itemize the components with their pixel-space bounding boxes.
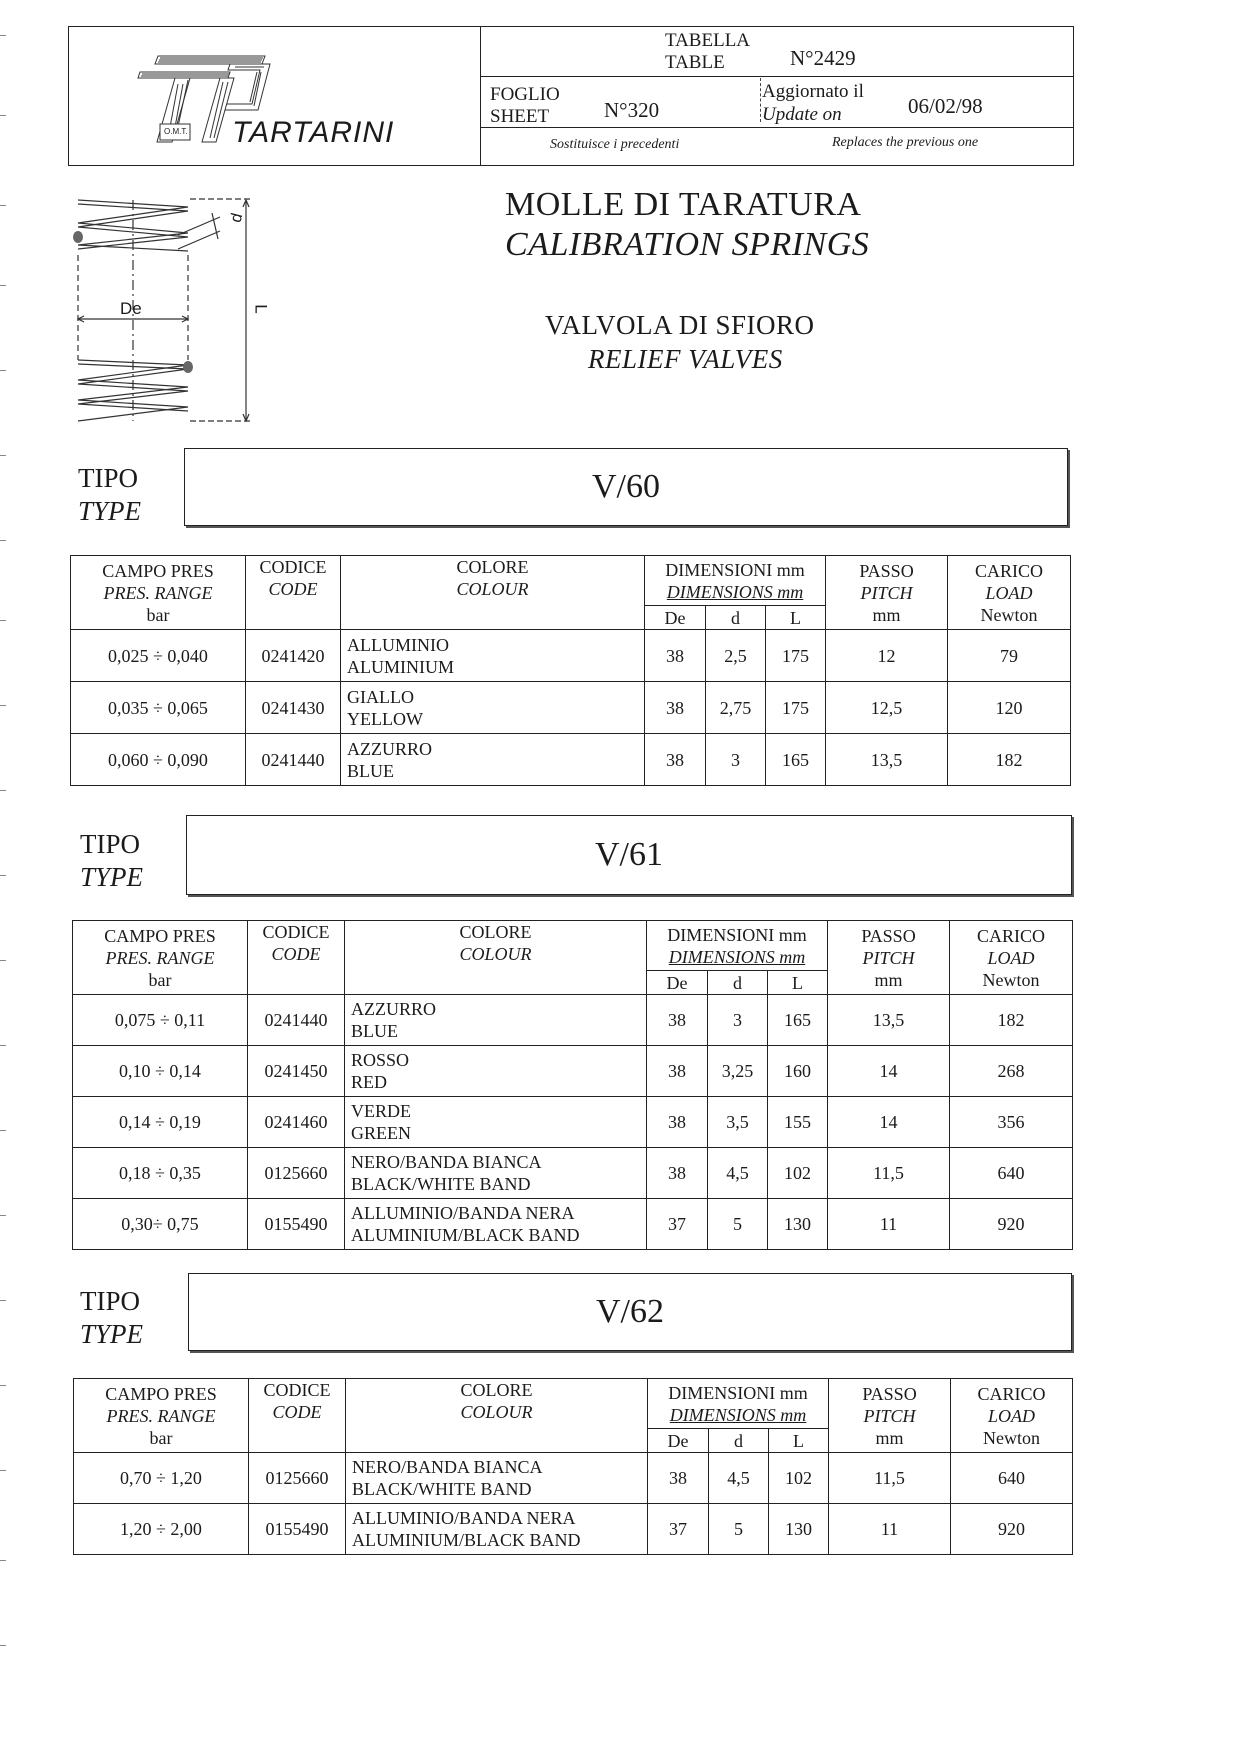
l-cell: 160 <box>768 1046 828 1097</box>
header-colour <box>345 921 647 995</box>
header-range-it: CAMPO PRES <box>102 560 214 581</box>
range-cell: 1,20 ÷ 2,00 <box>74 1504 249 1555</box>
margin-tick <box>0 35 6 36</box>
margin-tick <box>0 875 6 876</box>
colour-cell <box>341 682 645 734</box>
l-cell: 165 <box>766 734 826 786</box>
subtitle-it: VALVOLA DI SFIORO <box>545 310 815 340</box>
colour-it: AZZURRO <box>347 738 432 759</box>
update-label-group <box>762 80 864 126</box>
header-code-it: CODICE <box>259 557 327 577</box>
header-colour <box>341 556 645 630</box>
header-code-en: CODE <box>272 1402 322 1422</box>
header-range-unit: bar <box>148 969 172 990</box>
load-cell: 79 <box>948 630 1071 682</box>
header-range-it: CAMPO PRES <box>105 1383 217 1404</box>
header-l: L <box>766 606 826 630</box>
header-pitch-unit: mm <box>875 1427 904 1448</box>
header-divider <box>480 26 481 166</box>
pitch-cell: 11,5 <box>828 1148 950 1199</box>
header-l: L <box>769 1429 829 1453</box>
de-cell: 38 <box>645 630 706 682</box>
margin-tick <box>0 205 6 206</box>
header-dimensions <box>645 556 826 606</box>
l-cell: 102 <box>769 1453 829 1504</box>
header-pitch <box>829 1379 951 1453</box>
de-label: De <box>120 299 142 318</box>
colour-it: ALLUMINIO/BANDA NERA <box>352 1508 576 1528</box>
header-load-en: LOAD <box>988 1405 1036 1426</box>
header-load <box>948 556 1071 630</box>
header-load-en: LOAD <box>985 582 1033 603</box>
pitch-cell: 14 <box>828 1097 950 1148</box>
margin-tick <box>0 1045 6 1046</box>
de-cell: 38 <box>647 1046 708 1097</box>
margin-tick <box>0 1385 6 1386</box>
header-load-unit: Newton <box>980 604 1038 625</box>
table-row <box>73 995 1073 1046</box>
type-value: V/62 <box>596 1293 664 1330</box>
update-date: 06/02/98 <box>908 94 983 118</box>
header-colour-it: COLORE <box>459 922 532 942</box>
header-range-unit: bar <box>146 604 170 625</box>
d-cell: 4,5 <box>708 1148 768 1199</box>
colour-cell <box>346 1453 648 1504</box>
range-cell: 0,14 ÷ 0,19 <box>73 1097 248 1148</box>
type-box-v61 <box>186 815 1072 895</box>
l-cell: 130 <box>768 1199 828 1250</box>
header-d: d <box>706 606 766 630</box>
colour-it: ALLUMINIO/BANDA NERA <box>351 1203 575 1223</box>
header-pitch-it: PASSO <box>862 1383 917 1404</box>
d-cell: 3 <box>708 995 768 1046</box>
code-cell: 0155490 <box>248 1199 345 1250</box>
range-cell: 0,060 ÷ 0,090 <box>71 734 246 786</box>
margin-tick <box>0 1300 6 1301</box>
header-load-it: CARICO <box>977 1383 1046 1404</box>
load-cell: 182 <box>950 995 1073 1046</box>
header-colour-en: COLOUR <box>456 579 529 599</box>
header-code-it: CODICE <box>262 922 330 942</box>
load-cell: 640 <box>951 1453 1073 1504</box>
pitch-cell: 13,5 <box>826 734 948 786</box>
foglio-label: FOGLIO <box>490 84 560 105</box>
d-label: d <box>227 211 247 225</box>
margin-tick <box>0 1130 6 1131</box>
header-de: De <box>648 1429 709 1453</box>
header-load-en: LOAD <box>987 947 1035 968</box>
header-dim-it: DIMENSIONI mm <box>668 1382 808 1403</box>
header-range <box>73 921 248 995</box>
type-box-v62 <box>188 1273 1072 1351</box>
type-value: V/60 <box>592 468 660 505</box>
header-range <box>74 1379 249 1453</box>
tipo-label: TIPO <box>80 829 140 859</box>
header-colour-it: COLORE <box>460 1380 533 1400</box>
range-cell: 0,70 ÷ 1,20 <box>74 1453 249 1504</box>
replaces-en: Replaces the previous one <box>832 135 979 150</box>
pitch-cell: 11,5 <box>829 1453 951 1504</box>
header-pitch-en: PITCH <box>860 582 913 603</box>
type-label: TYPE <box>80 862 144 892</box>
de-cell: 37 <box>647 1199 708 1250</box>
d-cell: 4,5 <box>709 1453 769 1504</box>
pitch-cell: 12,5 <box>826 682 948 734</box>
d-cell: 3,5 <box>708 1097 768 1148</box>
de-cell: 38 <box>647 1097 708 1148</box>
type-label-v62 <box>80 1285 143 1351</box>
code-cell: 0241430 <box>246 682 341 734</box>
load-cell: 356 <box>950 1097 1073 1148</box>
header-range-en: PRES. RANGE <box>103 582 213 603</box>
header-pitch-en: PITCH <box>862 947 915 968</box>
table-row <box>71 734 1071 786</box>
header-pitch-unit: mm <box>874 969 903 990</box>
header-dim-it: DIMENSIONI mm <box>667 924 807 945</box>
range-cell: 0,10 ÷ 0,14 <box>73 1046 248 1097</box>
pitch-cell: 13,5 <box>828 995 950 1046</box>
d-cell: 3 <box>706 734 766 786</box>
de-cell: 38 <box>647 995 708 1046</box>
header-de: De <box>647 971 708 995</box>
tipo-label: TIPO <box>80 1286 140 1316</box>
header-l: L <box>768 971 828 995</box>
range-cell: 0,30÷ 0,75 <box>73 1199 248 1250</box>
load-cell: 920 <box>950 1199 1073 1250</box>
colour-en: ALUMINIUM/BLACK BAND <box>352 1530 581 1550</box>
l-cell: 175 <box>766 682 826 734</box>
header-rule <box>480 127 1074 128</box>
l-cell: 175 <box>766 630 826 682</box>
colour-en: BLACK/WHITE BAND <box>351 1174 531 1194</box>
header-colour-it: COLORE <box>456 557 529 577</box>
range-cell: 0,025 ÷ 0,040 <box>71 630 246 682</box>
pitch-cell: 14 <box>828 1046 950 1097</box>
l-label: L <box>251 304 271 314</box>
colour-cell <box>346 1504 648 1555</box>
update-label: Update on <box>762 104 842 125</box>
header-code-it: CODICE <box>263 1380 331 1400</box>
code-cell: 0241440 <box>246 734 341 786</box>
subtitle-en: RELIEF VALVES <box>588 344 783 374</box>
sheet-number: N°320 <box>604 98 660 122</box>
title-it: MOLLE DI TARATURA <box>505 186 862 223</box>
margin-tick <box>0 1645 6 1646</box>
header-dim-en: DIMENSIONS mm <box>668 946 806 967</box>
header-pitch <box>826 556 948 630</box>
load-cell: 640 <box>950 1148 1073 1199</box>
margin-tick <box>0 790 6 791</box>
colour-cell <box>341 734 645 786</box>
table-row <box>73 1046 1073 1097</box>
header-code <box>249 1379 346 1453</box>
code-cell: 0241440 <box>248 995 345 1046</box>
margin-tick <box>0 115 6 116</box>
foglio-label-group <box>490 84 560 128</box>
load-cell: 120 <box>948 682 1071 734</box>
d-cell: 2,75 <box>706 682 766 734</box>
header-range-unit: bar <box>149 1427 173 1448</box>
colour-cell <box>345 1199 647 1250</box>
code-cell: 0241420 <box>246 630 341 682</box>
type-label: TYPE <box>80 1319 144 1349</box>
header-code <box>248 921 345 995</box>
header-range-en: PRES. RANGE <box>105 947 215 968</box>
d-cell: 5 <box>709 1504 769 1555</box>
pitch-cell: 11 <box>829 1504 951 1555</box>
l-cell: 102 <box>768 1148 828 1199</box>
margin-tick <box>0 705 6 706</box>
de-cell: 38 <box>647 1148 708 1199</box>
type-box-v60 <box>184 448 1068 526</box>
header-colour-en: COLOUR <box>460 1402 533 1422</box>
colour-en: RED <box>351 1072 387 1092</box>
table-row <box>73 1148 1073 1199</box>
sheet-label: SHEET <box>490 106 550 127</box>
colour-it: ROSSO <box>351 1050 410 1070</box>
l-cell: 165 <box>768 995 828 1046</box>
header-dim-en: DIMENSIONS mm <box>666 581 804 602</box>
title-en: CALIBRATION SPRINGS <box>505 226 870 263</box>
table-row <box>73 1199 1073 1250</box>
header-pitch-en: PITCH <box>863 1405 916 1426</box>
header-load-unit: Newton <box>982 969 1040 990</box>
type-label: TYPE <box>78 496 142 526</box>
margin-tick <box>0 1215 6 1216</box>
colour-it: NERO/BANDA BIANCA <box>352 1457 543 1477</box>
colour-it: NERO/BANDA BIANCA <box>351 1152 542 1172</box>
margin-tick <box>0 620 6 621</box>
header-d: d <box>709 1429 769 1453</box>
pitch-cell: 11 <box>828 1199 950 1250</box>
header-load <box>951 1379 1073 1453</box>
code-cell: 0241460 <box>248 1097 345 1148</box>
colour-it: VERDE <box>351 1101 411 1121</box>
header-pitch-it: PASSO <box>861 925 916 946</box>
margin-tick <box>0 370 6 371</box>
header-pitch-unit: mm <box>872 604 901 625</box>
header-dash <box>760 78 761 122</box>
header-pitch-it: PASSO <box>859 560 914 581</box>
spring-diagram <box>70 195 285 425</box>
colour-en: ALUMINIUM/BLACK BAND <box>351 1225 580 1245</box>
header-dimensions <box>648 1379 829 1429</box>
colour-cell <box>345 1046 647 1097</box>
spec-table-v62 <box>73 1378 1073 1555</box>
range-cell: 0,18 ÷ 0,35 <box>73 1148 248 1199</box>
table-row <box>74 1453 1073 1504</box>
header-dim-en: DIMENSIONS mm <box>669 1404 807 1425</box>
header-d: d <box>708 971 768 995</box>
header-code-en: CODE <box>271 944 321 964</box>
header-colour-en: COLOUR <box>459 944 532 964</box>
spec-table-v60 <box>70 555 1071 786</box>
margin-tick <box>0 1470 6 1471</box>
de-cell: 38 <box>645 734 706 786</box>
tabella-label: TABELLA <box>665 30 751 51</box>
load-cell: 920 <box>951 1504 1073 1555</box>
range-cell: 0,075 ÷ 0,11 <box>73 995 248 1046</box>
margin-tick <box>0 285 6 286</box>
table-label: TABLE <box>665 52 725 73</box>
code-cell: 0125660 <box>249 1453 346 1504</box>
colour-en: GREEN <box>351 1123 411 1143</box>
range-cell: 0,035 ÷ 0,065 <box>71 682 246 734</box>
logo-small-text: O.M.T. <box>164 127 188 136</box>
header-range <box>71 556 246 630</box>
d-cell: 2,5 <box>706 630 766 682</box>
colour-en: ALUMINIUM <box>347 656 454 677</box>
colour-cell <box>345 1097 647 1148</box>
table-row <box>71 682 1071 734</box>
tabella-label-group <box>665 30 750 74</box>
header-dimensions <box>647 921 828 971</box>
header-pitch <box>828 921 950 995</box>
l-cell: 155 <box>768 1097 828 1148</box>
header-load-it: CARICO <box>975 560 1044 581</box>
header-colour <box>346 1379 648 1453</box>
colour-en: BLACK/WHITE BAND <box>352 1479 532 1499</box>
type-value: V/61 <box>595 836 663 873</box>
colour-it: AZZURRO <box>351 999 436 1019</box>
company-name: TARTARINI <box>232 116 395 149</box>
header-load <box>950 921 1073 995</box>
header-rule <box>480 76 1074 77</box>
code-cell: 0241450 <box>248 1046 345 1097</box>
colour-en: BLUE <box>347 760 394 781</box>
colour-en: YELLOW <box>347 708 423 729</box>
table-row <box>73 1097 1073 1148</box>
margin-tick <box>0 455 6 456</box>
de-cell: 38 <box>648 1453 709 1504</box>
pitch-cell: 12 <box>826 630 948 682</box>
de-cell: 38 <box>645 682 706 734</box>
header-range-it: CAMPO PRES <box>104 925 216 946</box>
aggiornato-label: Aggiornato il <box>762 81 864 102</box>
margin-tick <box>0 540 6 541</box>
tipo-label: TIPO <box>78 463 138 493</box>
table-row <box>71 630 1071 682</box>
l-cell: 130 <box>769 1504 829 1555</box>
colour-it: GIALLO <box>347 686 414 707</box>
header-code <box>246 556 341 630</box>
d-cell: 5 <box>708 1199 768 1250</box>
load-cell: 182 <box>948 734 1071 786</box>
colour-cell <box>345 995 647 1046</box>
header-code-en: CODE <box>268 579 318 599</box>
replaces-it: Sostituisce i precedenti <box>550 137 680 152</box>
type-label-v60 <box>78 462 141 528</box>
spec-table-v61 <box>72 920 1073 1250</box>
margin-tick <box>0 1560 6 1561</box>
table-row <box>74 1504 1073 1555</box>
code-cell: 0155490 <box>249 1504 346 1555</box>
type-label-v61 <box>80 828 143 894</box>
header-de: De <box>645 606 706 630</box>
colour-cell <box>345 1148 647 1199</box>
header-load-it: CARICO <box>977 925 1046 946</box>
header-load-unit: Newton <box>983 1427 1041 1448</box>
colour-cell <box>341 630 645 682</box>
colour-it: ALLUMINIO <box>347 634 449 655</box>
margin-tick <box>0 960 6 961</box>
colour-en: BLUE <box>351 1021 398 1041</box>
d-cell: 3,25 <box>708 1046 768 1097</box>
table-number: N°2429 <box>790 46 856 70</box>
load-cell: 268 <box>950 1046 1073 1097</box>
header-range-en: PRES. RANGE <box>106 1405 216 1426</box>
code-cell: 0125660 <box>248 1148 345 1199</box>
de-cell: 37 <box>648 1504 709 1555</box>
header-dim-it: DIMENSIONI mm <box>665 559 805 580</box>
